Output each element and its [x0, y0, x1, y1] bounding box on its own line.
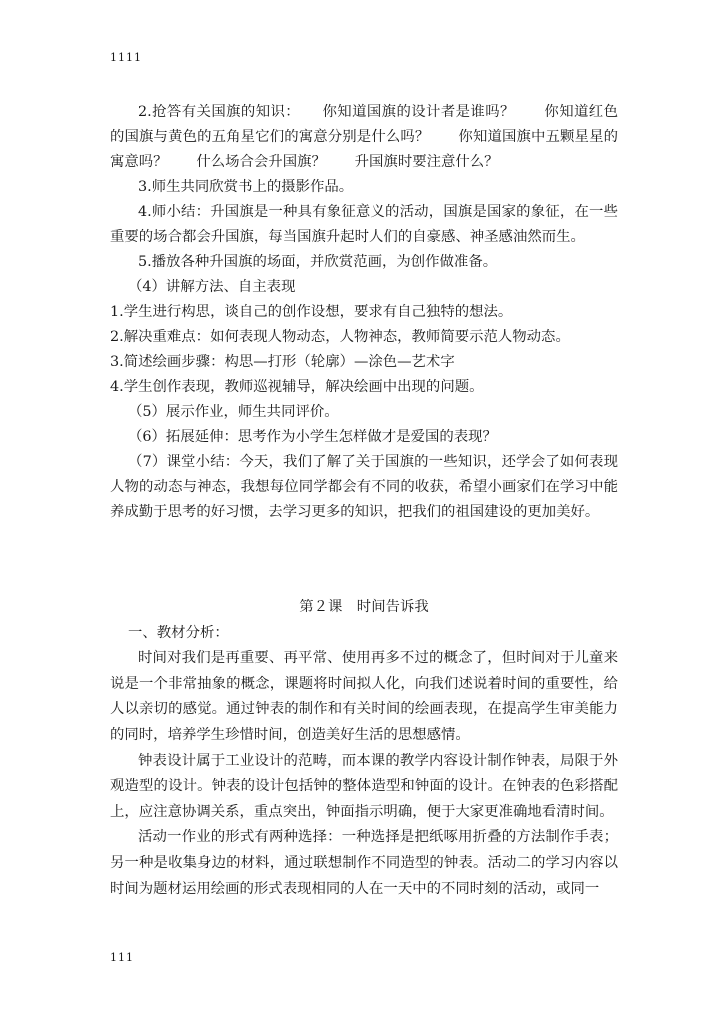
step-heading-7: （7）课堂小结：今天，我们了解了关于国旗的一些知识，还学会了如何表现人物的动态与神态，我想每位同学都会有不同的收获，希望小画家们在学习中能养成勤于思考的好习惯，去学习更多的知识，把我们的祖国建设的更加美好。: [110, 454, 618, 520]
paragraph-play-video: 5.播放各种升国旗的场面，并欣赏范画，为创作做准备。: [138, 254, 498, 270]
step-heading-6: （6）拓展延伸：思考作为小学生怎样做才是爱国的表现？: [128, 429, 497, 445]
section-heading: 一、教材分析：: [128, 624, 229, 641]
list-item-4: 4.学生创作表现，教师巡视辅导，解决绘画中出现的问题。: [110, 379, 484, 395]
section-spacer: [110, 575, 618, 595]
paragraph-teacher-summary: 4.师小结：升国旗是一种具有象征意义的活动，国旗是国家的象征，在一些重要的场合都会升国旗，每当国旗升起时人们的自豪感、神圣感油然而生。: [110, 204, 618, 245]
paragraph-quiz: 2.抢答有关国旗的知识： 你知道国旗的设计者是谁吗？ 你知道红色的国旗与黄色的五角星它们的寓意分别是什么吗？ 你知道国旗中五颗星星的寓意吗？ 什么场合会升国旗？ 升国旗时要注意什么？: [110, 104, 618, 170]
paragraph-appreciate-photos: 3.师生共同欣赏书上的摄影作品。: [138, 179, 354, 195]
step-heading-5: （5）展示作业，师生共同评价。: [128, 404, 339, 420]
list-item-1: 1.学生进行构思，谈自己的创作设想，要求有自己独特的想法。: [110, 304, 513, 320]
lesson-section: [110, 595, 618, 902]
document-body: [110, 100, 618, 902]
lesson-title: 第２课 时间告诉我: [299, 599, 429, 615]
header-page-number: 1111: [110, 51, 142, 64]
step-heading-4: （4）讲解方法、自主表现: [128, 279, 296, 295]
list-item-3: 3.简述绘画步骤：构思—打形（轮廓）—涂色—艺术字: [110, 354, 455, 370]
list-item-2: 2.解决重难点：如何表现人物动态，人物神态，教师简要示范人物动态。: [110, 329, 570, 345]
footer-page-number: 111: [110, 951, 134, 964]
lesson-paragraph: 钟表设计属于工业设计的范畴，而本课的教学内容设计制作钟表，局限于外观造型的设计。钟表的设计包括钟的整体造型和钟面的设计。在钟表的色彩搭配上，应注意协调关系，重点突出，钟面指示明确，便于大家更准确地看清时间。: [110, 752, 618, 820]
lesson-paragraph: 时间对我们是再重要、再平常、使用再多不过的概念了，但时间对于儿童来说是一个非常抽象的概念，课题将时间拟人化，向我们述说着时间的重要性，给人以亲切的感觉。通过钟表的制作和有关时间的绘画表现，在提高学生审美能力的同时，培养学生珍惜时间，创造美好生活的思想感情。: [110, 650, 618, 743]
section-spacer: [110, 525, 618, 575]
lesson-paragraph: 活动一作业的形式有两种选择：一种选择是把纸啄用折叠的方法制作手表；另一种是收集身边的材料，通过联想制作不同造型的钟表。活动二的学习内容以时间为题材运用绘画的形式表现相同的人在一天中的不同时刻的活动，或同一: [110, 829, 618, 897]
